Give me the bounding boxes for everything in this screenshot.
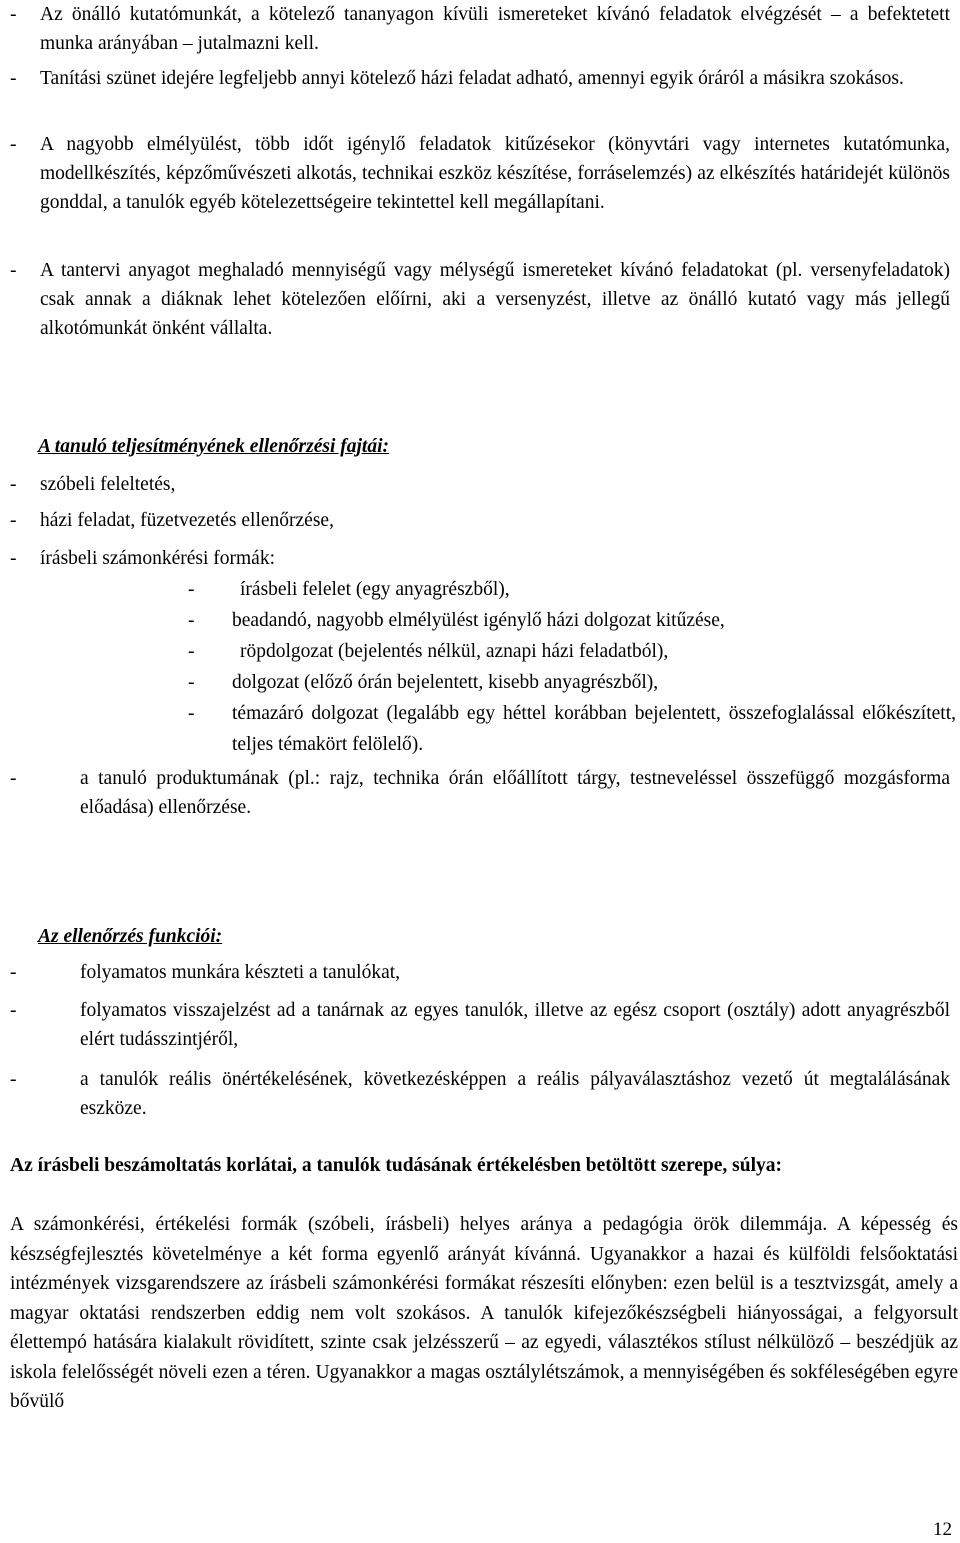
bullet-dash: - — [188, 610, 195, 631]
list-item-text: Az önálló kutatómunkát, a kötelező tananyagon kívüli ismereteket kívánó feladatok elvégzését – a befektetett munka arányában – jutalmazni kell. — [40, 4, 950, 54]
section-heading-bold: Az írásbeli beszámoltatás korlátai, a tanulók tudásának értékelésben betöltött szerepe, súlya: — [10, 1155, 783, 1176]
sub-list-item-text: írásbeli felelet (egy anyagrészből), — [240, 579, 510, 600]
list-item — [10, 1065, 950, 1123]
sub-list-item-text: dolgozat (előző órán bejelentett, kisebb anyagrészből), — [232, 672, 659, 693]
bullet-dash: - — [188, 579, 195, 600]
bullet-dash: - — [10, 4, 17, 25]
bullet-dash: - — [10, 548, 17, 569]
bullet-dash: - — [10, 1000, 17, 1021]
list-item — [10, 130, 950, 217]
list-item — [10, 470, 950, 499]
bullet-dash: - — [10, 1069, 17, 1090]
bullet-dash: - — [10, 474, 17, 495]
list-item — [10, 996, 950, 1054]
list-item-text: a tanuló produktumának (pl.: rajz, technika órán előállított tárgy, testneveléssel összefüggő mozgásforma előadása) ellenőrzése. — [80, 768, 950, 818]
sub-list-item — [188, 605, 960, 636]
sub-list-item-text: témazáró dolgozat (legalább egy héttel korábban bejelentett, összefoglalással előkészített, teljes témakört felölelő). — [232, 703, 956, 755]
list-item-text: A nagyobb elmélyülést, több időt igénylő feladatok kitűzésekor (könyvtári vagy internetes kutatómunka, modellkészítés, képzőművészeti alkotás, technikai eszköz készítése, forráselemzés) az elkészítés határidejét különös gonddal, a tanulók egyéb kötelezettségeire tekintettel kell megállapítani. — [40, 134, 950, 213]
sub-list-item — [188, 667, 960, 698]
list-item-text: folyamatos munkára készteti a tanulókat, — [80, 962, 401, 983]
sub-list-item — [188, 574, 960, 605]
sub-list-item — [188, 698, 956, 760]
body-paragraph: A számonkérési, értékelési formák (szóbeli, írásbeli) helyes aránya a pedagógia örök dilemmája. A képesség és készségfejlesztés követelménye a két forma egyenlő arányát kívánná. Ugyanakkor a hazai és külföldi felsőoktatási intézmények vizsgarendszere az írásbeli számonkérési formákat részesíti előnyben: ezen belül is a tesztvizsgát, amely a magyar oktatási rendszerben eddig nem volt szokásos. A tanulók kifejezőkészségbeli hiányosságai, a felgyorsult élettempó hatására kialakult rövidített, szinte csak jelzésszerű – az egyedi, választékos stílust nélkülöző – beszédjük az iskola felelősségét növeli ezen a téren. Ugyanakkor a magas osztálylétszámok, a mennyiségében és sokféleségében egyre bővülő — [10, 1214, 958, 1412]
bullet-dash: - — [10, 68, 17, 89]
bullet-dash: - — [10, 260, 17, 281]
section-heading: Az ellenőrzés funkciói: — [38, 926, 223, 947]
list-item-text: a tanulók reális önértékelésének, következésképpen a reális pályaválasztáshoz vezető út megtalálásának eszköze. — [80, 1069, 950, 1119]
sub-list-item-text: beadandó, nagyobb elmélyülést igénylő házi dolgozat kitűzése, — [232, 610, 725, 631]
section-heading: A tanuló teljesítményének ellenőrzési fajtái: — [38, 436, 389, 457]
list-item-text: házi feladat, füzetvezetés ellenőrzése, — [40, 510, 334, 531]
list-item-text: szóbeli feleltetés, — [40, 474, 176, 495]
bullet-dash: - — [10, 962, 17, 983]
sub-list-item-text: röpdolgozat (bejelentés nélkül, aznapi házi feladatból), — [240, 641, 669, 662]
list-item-text: folyamatos visszajelzést ad a tanárnak az egyes tanulók, illetve az egész csoport (osztály) adott anyagrészből elért tudásszintjéről, — [80, 1000, 950, 1050]
list-item — [10, 764, 950, 822]
bullet-dash: - — [10, 134, 17, 155]
list-item-text: Tanítási szünet idejére legfeljebb annyi kötelező házi feladat adható, amennyi egyik óráról a másikra szokásos. — [40, 68, 904, 89]
list-item — [10, 256, 950, 343]
bullet-dash: - — [188, 641, 195, 662]
list-item — [10, 506, 950, 535]
sub-list-item — [188, 636, 960, 667]
bullet-dash: - — [10, 768, 17, 789]
list-item — [10, 0, 950, 58]
page-number: 12 — [933, 1519, 952, 1540]
bullet-dash: - — [188, 672, 195, 693]
list-item — [10, 64, 950, 93]
list-item-text: írásbeli számonkérési formák: — [40, 548, 275, 569]
bullet-dash: - — [188, 703, 195, 724]
list-item-text: A tantervi anyagot meghaladó mennyiségű vagy mélységű ismereteket kívánó feladatokat (pl. versenyfeladatok) csak annak a diáknak lehet kötelezően előírni, aki a versenyzést, illetve az önálló kutató vagy más jellegű alkotómunkát önként vállalta. — [40, 260, 950, 339]
list-item — [10, 544, 950, 573]
bullet-dash: - — [10, 510, 17, 531]
list-item — [10, 958, 950, 987]
